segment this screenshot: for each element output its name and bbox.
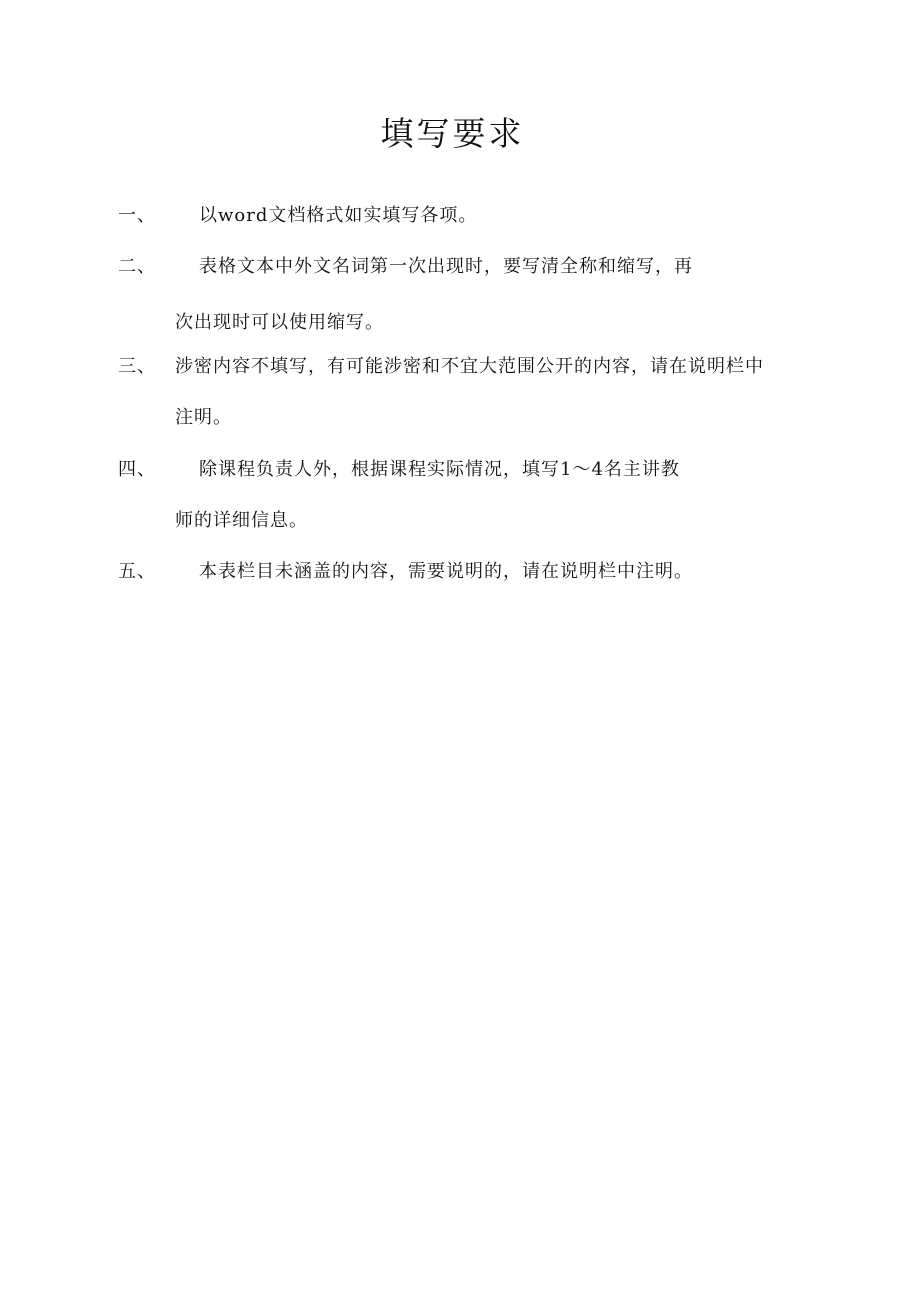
item-text-line: 本表栏目未涵盖的内容，需要说明的，请在说明栏中注明。 bbox=[199, 561, 693, 582]
item-text-line: 以word文档格式如实填写各项。 bbox=[199, 205, 478, 226]
item-text-line: 注明。 bbox=[175, 407, 232, 428]
page-title: 填写要求 bbox=[380, 114, 525, 153]
item-marker: 二、 bbox=[118, 256, 156, 277]
item-marker: 四、 bbox=[118, 459, 156, 480]
item-text-line: 除课程负责人外，根据课程实际情况，填写1～4名主讲教 bbox=[199, 459, 680, 480]
item-text-line: 表格文本中外文名词第一次出现时，要写清全称和缩写，再 bbox=[199, 256, 693, 277]
item-marker: 一、 bbox=[118, 205, 156, 226]
item-text-line: 次出现时可以使用缩写。 bbox=[175, 312, 384, 333]
item-marker: 三、 bbox=[118, 356, 156, 377]
item-marker: 五、 bbox=[118, 561, 156, 582]
item-text-line: 涉密内容不填写，有可能涉密和不宜大范围公开的内容，请在说明栏中 bbox=[175, 356, 764, 377]
item-text-line: 师的详细信息。 bbox=[175, 510, 308, 531]
